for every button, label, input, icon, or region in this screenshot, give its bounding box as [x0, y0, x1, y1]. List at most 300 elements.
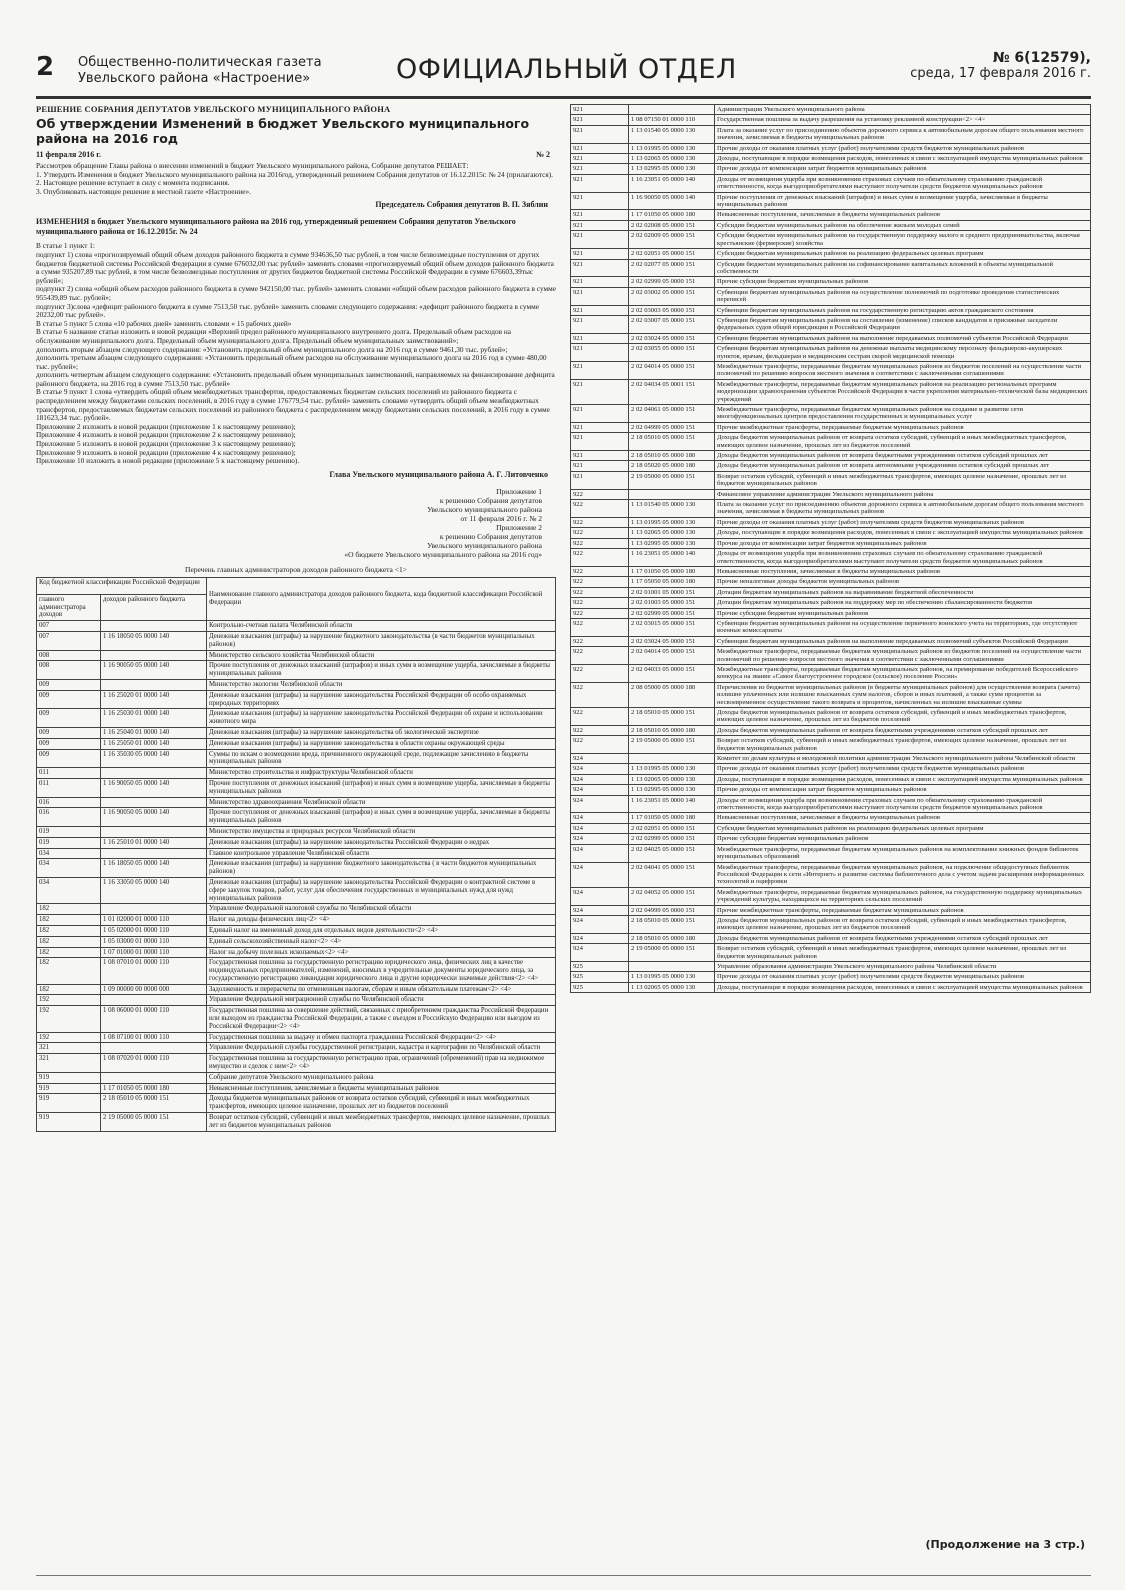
income-code-cell: 1 08 07020 01 0000 110: [101, 1054, 207, 1073]
description-cell: Министерство сельского хозяйства Челябинской области: [207, 650, 556, 661]
description-cell: Субвенции бюджетам муниципальных районов на денежные выплаты медицинскому персоналу фельдшерско-акушерских пунктов, врачам, фельдшерам и медицинским сестрам скорой медицинской помощи: [715, 344, 1091, 362]
changes-text: [36, 242, 556, 465]
description-cell: Прочие поступления от денежных взысканий (штрафов) и иных сумм в возмещение ущерба, зачисляемые в бюджеты муниципальных районов: [207, 778, 556, 797]
decision-date-row: [36, 150, 556, 162]
description-cell: Прочие доходы от оказания платных услуг (работ) получателями средств бюджетов муниципальных районов: [715, 143, 1091, 153]
income-code-cell: 2 02 03002 05 0000 151: [629, 287, 715, 305]
table-row: [571, 972, 1091, 982]
income-code-cell: 2 18 05010 05 0000 151: [629, 915, 715, 933]
table-row: [37, 621, 556, 632]
description-cell: Денежные взыскания (штрафы) за нарушение законодательства об экологической экспертизе: [207, 727, 556, 738]
admin-code-cell: 921: [571, 259, 629, 277]
description-cell: Плата за оказание услуг по присоединению объектов дорожного сервиса к автомобильным дорогам общего пользования местного значения, зачисляемая в бюджеты муниципальных районов: [715, 125, 1091, 143]
administrators-list-title: Перечень главных администраторов доходов районного бюджета <1>: [185, 564, 407, 574]
income-code-cell: 2 02 04025 05 0000 151: [629, 844, 715, 862]
changes-line: В статье 9 пункт 1 слова «утвердить общий объем межбюджетных трансфертов, предоставляемых бюджетам сельских поселений из районного бюджета с распределением между бюджетами сельских поселений, в 2016 году в сумме 176779,54 тыс. рублей» заменить словами «утвердить общий объем межбюджетных трансфертов, предоставляемых бюджетам сельских поселений из районного бюджета с распределением между бюджетами сельских поселений, в 2016 году в сумме 181623,34 тыс. рублей».: [36, 387, 550, 423]
income-code-cell: [101, 621, 207, 632]
income-code-cell: 2 02 02999 05 0000 151: [629, 834, 715, 844]
description-cell: Министерство здравоохранения Челябинской области: [207, 797, 556, 808]
income-code-cell: [629, 754, 715, 764]
admin-code-cell: 924: [571, 795, 629, 813]
table-row: [37, 904, 556, 915]
admin-code-cell: 919: [37, 1094, 101, 1113]
income-code-cell: 1 13 01995 05 0000 130: [629, 764, 715, 774]
continued-note: (Продолжение на 3 стр.): [925, 1538, 1085, 1551]
income-code-cell: [101, 904, 207, 915]
admin-code-cell: 182: [37, 925, 101, 936]
admin-code-cell: 924: [571, 944, 629, 962]
description-cell: Прочие поступления от денежных взысканий (штрафов) и иных сумм в возмещение ущерба, зачисляемые в бюджеты муниципальных районов: [207, 661, 556, 680]
table-row: [571, 708, 1091, 726]
decision-header: РЕШЕНИЕ СОБРАНИЯ ДЕПУТАТОВ УВЕЛЬСКОГО МУНИЦИПАЛЬНОГО РАЙОНА: [36, 104, 391, 114]
table-row: [37, 1006, 556, 1032]
description-cell: Государственная пошлина за государственную регистрацию прав, ограничений (обременений) прав на недвижимое имущество и сделок с ним<2> <4>: [207, 1054, 556, 1073]
description-cell: Межбюджетные трансферты, передаваемые бюджетам муниципальных районов из бюджетов поселений на осуществление части полномочий по решению вопросов местного значения в соответствии с заключенными соглашениями: [715, 361, 1091, 379]
description-cell: Доходы, поступающие в порядке возмещения расходов, понесенных в связи с эксплуатацией имущества муниципальных районов: [715, 982, 1091, 992]
income-code-cell: 1 16 90050 05 0000 140: [101, 808, 207, 827]
description-cell: Субсидии бюджетам муниципальных районов на государственную поддержку малого и среднего предпринимательства, включая крестьянские (фермерские) хозяйства: [715, 231, 1091, 249]
admin-code-cell: 182: [37, 947, 101, 958]
table-row: [571, 636, 1091, 646]
description-cell: Плата за оказание услуг по присоединению объектов дорожного сервиса к автомобильным дорогам общего пользования местного значения, зачисляемая в бюджеты муниципальных районов: [715, 500, 1091, 518]
table-row: [571, 125, 1091, 143]
admin-code-cell: 924: [571, 754, 629, 764]
description-cell: Управление Федеральной налоговой службы по Челябинской области: [207, 904, 556, 915]
table-row: [571, 725, 1091, 735]
income-code-cell: 1 13 02995 05 0000 130: [629, 538, 715, 548]
income-code-cell: 1 08 06000 01 0000 110: [101, 1006, 207, 1032]
admin-code-cell: 921: [571, 405, 629, 423]
admin-code-cell: 182: [37, 936, 101, 947]
changes-line: Приложение 2 изложить в новой редакции (приложение 1 к настоящему решению);: [36, 421, 296, 431]
admin-code-cell: 922: [571, 708, 629, 726]
description-cell: Дотации бюджетам муниципальных районов на поддержку мер по обеспечению сбалансированности бюджетов: [715, 598, 1091, 608]
income-code-cell: 2 02 04061 05 0000 151: [629, 405, 715, 423]
table-row: [37, 995, 556, 1006]
table-row: [37, 738, 556, 749]
table-row: [571, 834, 1091, 844]
admin-code-cell: 034: [37, 848, 101, 859]
table-row: [571, 451, 1091, 461]
issue-number: № 6(12579),: [992, 50, 1091, 66]
income-code-cell: [101, 768, 207, 779]
income-code-cell: 1 08 07100 01 0000 110: [101, 1032, 207, 1043]
changes-line: Приложение 10 изложить в новой редакции (приложение 5 к настоящему решению).: [36, 456, 300, 466]
table-row: [571, 598, 1091, 608]
description-cell: Денежные взыскания (штрафы) за нарушение законодательства в области охраны окружающей среды: [207, 738, 556, 749]
admin-code-cell: 921: [571, 143, 629, 153]
income-code-cell: 1 13 01540 05 0000 130: [629, 125, 715, 143]
changes-line: дополнить четвертым абзацем следующего содержания: «Установить предельный объем муниципальных заимствований, направляемых на финансирование дефицита районного бюджета, на 2016 год в сумме 7513,50 тыс. рублей»: [36, 370, 555, 388]
description-cell: Денежные взыскания (штрафы) за нарушение законодательства Российской Федерации о контрактной системе в сфере закупок товаров, работ, услуг для обеспечения государственных и муниципальных нужд для нужд муниципальных районов: [207, 877, 556, 903]
admin-code-cell: 009: [37, 738, 101, 749]
admin-code-cell: 921: [571, 192, 629, 210]
masthead-rule: [36, 96, 1091, 99]
description-cell: Невыясненные поступления, зачисляемые в бюджеты муниципальных районов: [207, 1083, 556, 1094]
description-cell: Денежные взыскания (штрафы) за нарушение бюджетного законодательства ( в части бюджетов муниципальных районов): [207, 859, 556, 878]
description-cell: Управление образования администрации Увельского муниципального района Челябинской области: [715, 961, 1091, 971]
income-code-cell: 1 05 02000 01 0000 110: [101, 925, 207, 936]
description-cell: Прочие межбюджетные трансферты, передаваемые бюджетам муниципальных районов: [715, 422, 1091, 432]
admin-code-cell: 921: [571, 164, 629, 174]
table-row: [37, 768, 556, 779]
table-row: [571, 277, 1091, 287]
admin-code-cell: 921: [571, 125, 629, 143]
description-cell: Возврат остатков субсидий, субвенций и иных межбюджетных трансфертов, имеющих целевое назначение, прошлых лет из бюджетов муниципальных районов: [715, 944, 1091, 962]
admin-code-cell: 922: [571, 682, 629, 707]
income-code-cell: 1 16 25030 01 0000 140: [101, 709, 207, 728]
description-cell: Доходы бюджетов муниципальных районов от возврата остатков субсидий, субвенций и иных межбюджетных трансфертов, имеющих целевое назначение, прошлых лет из бюджетов поселений: [715, 915, 1091, 933]
table-row: [571, 259, 1091, 277]
description-cell: Доходы бюджетов муниципальных районов от возврата остатков субсидий, субвенций и иных межбюджетных трансфертов, имеющих целевое назначение, прошлых лет из бюджетов поселений: [715, 708, 1091, 726]
admin-code-cell: 925: [571, 961, 629, 971]
admin-code-cell: 921: [571, 277, 629, 287]
income-code-cell: 2 19 05000 05 0000 151: [101, 1113, 207, 1132]
admin-code-cell: 921: [571, 461, 629, 471]
annex-line: от 11 февраля 2016 г. № 2: [460, 513, 542, 523]
income-code-cell: 2 19 05000 05 0000 151: [629, 944, 715, 962]
decision-item-1: 1. Утвердить Изменения в бюджет Увельского муниципального района на 2016год, утвержденный решением Собрания депутатов от 16.12.2015г. № 24 (прилагаются).: [36, 169, 553, 179]
income-code-cell: 1 16 18050 05 0000 140: [101, 859, 207, 878]
admin-code-cell: 009: [37, 679, 101, 690]
chair-signature: Председатель Собрания депутатов В. П. Зяблин: [375, 200, 548, 210]
income-code-header: доходов районного бюджета: [101, 594, 207, 620]
table-row: [37, 1113, 556, 1132]
admin-code-cell: 182: [37, 915, 101, 926]
bottom-rule: [36, 1575, 1091, 1576]
admin-code-cell: 924: [571, 844, 629, 862]
table-row: [571, 844, 1091, 862]
admin-code-cell: 924: [571, 764, 629, 774]
admin-code-cell: 921: [571, 361, 629, 379]
admin-code-cell: 922: [571, 647, 629, 665]
admin-code-cell: 921: [571, 315, 629, 333]
changes-title: ИЗМЕНЕНИЯ в бюджет Увельского муниципального района на 2016 год, утвержденный решением Собрания депутатов Увельского муниципального района от 16.12.2015г. № 24: [36, 217, 516, 236]
income-code-cell: [101, 679, 207, 690]
table-row: [571, 587, 1091, 597]
admin-code-cell: 008: [37, 661, 101, 680]
table-row: [571, 682, 1091, 707]
table-row: [571, 933, 1091, 943]
description-cell: Возврат остатков субсидий, субвенций и иных межбюджетных трансфертов, имеющих целевое назначение, прошлых лет из бюджетов муниципальных районов: [715, 736, 1091, 754]
description-cell: Межбюджетные трансферты, передаваемые бюджетам муниципальных районов, на премирование победителей Всероссийского конкурса на звание «Самое благоустроенное городское (сельское) поселение России»: [715, 664, 1091, 682]
description-cell: Прочие доходы от компенсации затрат бюджетов муниципальных районов: [715, 164, 1091, 174]
table-row: [571, 608, 1091, 618]
changes-line: Приложение 9 изложить в новой редакции (приложение 4 к настоящему решению);: [36, 447, 296, 457]
description-cell: Дотации бюджетам муниципальных районов на выравнивание бюджетной обеспеченности: [715, 587, 1091, 597]
admin-code-cell: 921: [571, 220, 629, 230]
income-code-cell: 1 17 01050 05 0000 180: [629, 566, 715, 576]
income-code-cell: 1 16 18050 05 0000 140: [101, 632, 207, 651]
admin-code-cell: 925: [571, 982, 629, 992]
admin-code-cell: 016: [37, 797, 101, 808]
page-number: 2: [36, 52, 55, 82]
table-row: [571, 915, 1091, 933]
income-code-cell: 1 16 35030 05 0000 140: [101, 749, 207, 768]
description-cell: Налог на добычу полезных ископаемых<2> <4>: [207, 947, 556, 958]
income-code-cell: 2 02 04999 05 0000 151: [629, 905, 715, 915]
income-code-cell: [629, 489, 715, 499]
table-row: [37, 936, 556, 947]
table-row: [571, 774, 1091, 784]
admin-code-cell: 921: [571, 433, 629, 451]
description-cell: Прочие субсидии бюджетам муниципальных районов: [715, 834, 1091, 844]
table-row: [37, 749, 556, 768]
income-code-cell: 2 18 05010 05 0000 180: [629, 451, 715, 461]
table-row: [37, 947, 556, 958]
annex-line: Приложение 1: [496, 486, 542, 496]
description-cell: Прочие доходы от компенсации затрат бюджетов муниципальных районов: [715, 785, 1091, 795]
description-cell: Доходы бюджетов муниципальных районов от возврата бюджетными учреждениями остатков субсидий прошлых лет: [715, 451, 1091, 461]
income-code-cell: 2 18 05010 05 0000 180: [629, 725, 715, 735]
income-code-cell: 1 16 23051 05 0000 140: [629, 174, 715, 192]
admin-code-cell: 922: [571, 725, 629, 735]
description-cell: Доходы бюджетов муниципальных районов от возврата бюджетными учреждениями остатков субсидий прошлых лет: [715, 933, 1091, 943]
description-cell: Субвенции бюджетам муниципальных районов на выполнение передаваемых полномочий субъектов Российской Федерации: [715, 636, 1091, 646]
income-code-cell: 2 19 05000 05 0000 151: [629, 471, 715, 489]
table-row: [571, 471, 1091, 489]
table-row: [37, 650, 556, 661]
table-row: [37, 1072, 556, 1083]
description-cell: Межбюджетные трансферты, передаваемые бюджетам муниципальных районов на реализацию региональных программ модернизации здравоохранения субъектов Российской Федерации в части укрепления материально-технической базы медицинских учреждений: [715, 379, 1091, 404]
table-row: [571, 944, 1091, 962]
description-cell: Контрольно-счетная палата Челябинской области: [207, 621, 556, 632]
income-code-cell: [101, 826, 207, 837]
description-cell: Денежные взыскания (штрафы) за нарушение бюджетного законодательства (в части бюджетов муниципальных районов): [207, 632, 556, 651]
income-code-cell: 2 02 03055 05 0000 151: [629, 344, 715, 362]
description-cell: Межбюджетные трансферты, передаваемые бюджетам муниципальных районов на создание и развитие сети многофункциональных центров предоставления государственных и муниципальных услуг: [715, 405, 1091, 423]
income-code-cell: 2 02 02009 05 0000 151: [629, 231, 715, 249]
income-code-cell: 2 02 01003 05 0000 151: [629, 598, 715, 608]
description-cell: Прочие межбюджетные трансферты, передаваемые бюджетам муниципальных районов: [715, 905, 1091, 915]
description-cell: Прочие неналоговые доходы бюджетов муниципальных районов: [715, 577, 1091, 587]
income-code-cell: [629, 961, 715, 971]
income-code-cell: 2 18 05010 05 0000 151: [629, 433, 715, 451]
description-cell: Субвенции бюджетам муниципальных районов на выполнение передаваемых полномочий субъектов Российской Федерации: [715, 333, 1091, 343]
changes-line: В статье 5 пункт 5 слова «10 рабочих дней» заменить словами « 15 рабочих дней»: [36, 318, 292, 328]
table-row: [571, 764, 1091, 774]
description-cell: Управление Федеральной миграционной службы по Челябинской области: [207, 995, 556, 1006]
table-row: [571, 887, 1091, 905]
admin-code-cell: 011: [37, 768, 101, 779]
description-cell: Возврат остатков субсидий, субвенций и иных межбюджетных трансфертов, имеющих целевое назначение, прошлых лет из бюджетов муниципальных районов: [715, 471, 1091, 489]
description-cell: Межбюджетные трансферты, передаваемые бюджетам муниципальных районов, на подключение общедоступных библиотек Российской Федерации к сети «Интернет» и развитие системы библиотечного дела с учетом задачи расширения информационных технологий и оцифровки: [715, 862, 1091, 887]
table-row: [37, 915, 556, 926]
description-cell: Прочие доходы от оказания платных услуг (работ) получателями средств бюджетов муниципальных районов: [715, 517, 1091, 527]
income-code-cell: 1 16 25010 01 0000 140: [101, 837, 207, 848]
admin-code-cell: 192: [37, 1006, 101, 1032]
admin-code-cell: 924: [571, 813, 629, 823]
decision-date: 11 февраля 2016 г.: [36, 150, 102, 159]
admin-code-cell: 192: [37, 1032, 101, 1043]
table-row: [37, 632, 556, 651]
description-cell: Доходы, поступающие в порядке возмещения расходов, понесенных в связи с эксплуатацией имущества муниципальных районов: [715, 774, 1091, 784]
administrators-table-left: [36, 577, 556, 1132]
income-code-cell: 1 16 90050 05 0000 140: [101, 778, 207, 797]
admin-code-cell: 192: [37, 995, 101, 1006]
income-code-cell: 1 13 02065 05 0000 130: [629, 982, 715, 992]
description-cell: Денежные взыскания (штрафы) за нарушение законодательства Российской Федерации об особо охраняемых природных территориях: [207, 690, 556, 709]
income-code-cell: 1 17 01050 05 0000 180: [629, 210, 715, 220]
description-cell: Государственная пошлина за выдачу и обмен паспорта гражданина Российской Федерации<2> <4>: [207, 1032, 556, 1043]
table-row: [571, 405, 1091, 423]
admin-code-cell: 921: [571, 249, 629, 259]
income-code-cell: 2 02 01001 05 0000 151: [629, 587, 715, 597]
income-code-cell: 2 02 02051 05 0000 151: [629, 823, 715, 833]
table-row: [571, 154, 1091, 164]
income-code-cell: 1 16 90050 05 0000 140: [101, 661, 207, 680]
income-code-cell: 1 13 01540 05 0000 130: [629, 500, 715, 518]
table-row: [571, 982, 1091, 992]
income-code-cell: 1 17 01050 05 0000 180: [101, 1083, 207, 1094]
annex-line: к решению Собрания депутатов: [439, 531, 542, 541]
table-row: [571, 210, 1091, 220]
table-row: [37, 797, 556, 808]
income-code-cell: 1 09 00000 00 0000 000: [101, 984, 207, 995]
table-row: [37, 826, 556, 837]
newspaper-name-line2: Увельского района «Настроение»: [78, 71, 311, 86]
admin-code-cell: 921: [571, 471, 629, 489]
description-cell: Задолженность и перерасчеты по отмененным налогам, сборам и иным обязательным платежам<2> <4>: [207, 984, 556, 995]
admin-code-cell: 011: [37, 778, 101, 797]
table-row: [37, 1094, 556, 1113]
issue-date: среда, 17 февраля 2016 г.: [910, 66, 1091, 81]
table-row: [571, 823, 1091, 833]
description-cell: Прочие поступления от денежных взысканий (штрафов) и иных сумм в возмещение ущерба, зачисляемые в бюджеты муниципальных районов: [715, 192, 1091, 210]
table-row: [37, 958, 556, 984]
admin-code-cell: 921: [571, 174, 629, 192]
income-code-cell: 1 17 05050 05 0000 180: [629, 577, 715, 587]
table-row: [571, 566, 1091, 576]
description-cell: Субсидии бюджетам муниципальных районов на обеспечение жильем молодых семей: [715, 220, 1091, 230]
income-code-cell: [101, 797, 207, 808]
changes-line: дополнить вторым абзацем следующего содержания: «Установить предельный объем муниципального долга на 2016 год в сумме 9461,30 тыс. рублей»;: [36, 344, 508, 354]
admin-code-cell: 034: [37, 859, 101, 878]
income-code-cell: 2 02 03003 05 0000 151: [629, 305, 715, 315]
income-code-cell: 2 08 05000 05 0000 180: [629, 682, 715, 707]
masthead: [36, 50, 1091, 92]
admin-code-cell: 924: [571, 915, 629, 933]
table-row: [571, 528, 1091, 538]
income-code-cell: [101, 995, 207, 1006]
admin-code-cell: 922: [571, 736, 629, 754]
income-code-cell: 2 19 05000 05 0000 151: [629, 736, 715, 754]
table-row: [571, 379, 1091, 404]
annex-line: Увельского муниципального района: [427, 504, 542, 514]
admin-code-cell: 922: [571, 618, 629, 636]
description-cell: Доходы от возмещения ущерба при возникновении страховых случаев по обязательному страхованию гражданской ответственности, когда выгодоприобретателями выступают получатели средств бюджетов муниципальных районов: [715, 174, 1091, 192]
table-row: [37, 709, 556, 728]
income-code-cell: 1 07 01000 01 0000 110: [101, 947, 207, 958]
description-cell: Доходы бюджетов муниципальных районов от возврата автономными учреждениями остатков субсидий прошлых лет: [715, 461, 1091, 471]
left-column: [36, 104, 556, 1132]
income-code-cell: 1 16 23051 05 0000 140: [629, 795, 715, 813]
description-cell: Субвенции бюджетам муниципальных районов на государственную регистрацию актов гражданского состояния: [715, 305, 1091, 315]
table-row: [571, 538, 1091, 548]
changes-line: Приложение 5 изложить в новой редакции (приложение 3 к настоящему решению);: [36, 439, 296, 449]
description-cell: Комитет по делам культуры и молодежной политики администрации Увельского муниципального района Челябинской области: [715, 754, 1091, 764]
admin-code-cell: 921: [571, 305, 629, 315]
changes-line: подпункт 3)слова «дефицит районного бюджета в сумме 7513,50 тыс. рублей» заменить словами следующего содержания: «дефицит районного бюджета в сумме 20232,00 тыс рублей».: [36, 301, 539, 320]
description-cell: Перечисления из бюджетов муниципальных районов (в бюджеты муниципальных районов) для осуществления возврата (зачета) излишне уплаченных или излишне взысканных сумм налогов, сборов и иных платежей, а также сумм процентов за несвоевременное осуществление такого возврата и процентов, начисленных на излишне взысканные суммы: [715, 682, 1091, 707]
admin-code-cell: 922: [571, 598, 629, 608]
code-group-header: Код бюджетной классификации Российской Федерации: [37, 577, 207, 594]
annex-line: «О бюджете Увельского муниципального района на 2016 год»: [344, 549, 542, 559]
issue-info: [910, 50, 1091, 81]
income-code-cell: 2 02 04034 05 0001 151: [629, 379, 715, 404]
table-row: [571, 647, 1091, 665]
admin-code-cell: 922: [571, 528, 629, 538]
description-cell: Государственная пошлина за совершение действий, связанных с приобретением гражданства Российской Федерации или выходом из гражданства Российской Федерации, а также с въездом в Российскую Федерацию или выездом из Российской Федерации<2> <4>: [207, 1006, 556, 1032]
income-code-cell: 2 02 04033 05 0000 151: [629, 664, 715, 682]
admin-code-cell: 321: [37, 1054, 101, 1073]
decision-item-3: 3. Опубликовать настоящее решение в местной газете «Настроение».: [36, 186, 251, 196]
income-code-cell: 2 02 04999 05 0000 151: [629, 422, 715, 432]
admin-code-cell: 016: [37, 808, 101, 827]
newspaper-name-line1: Общественно-политическая газета: [78, 55, 322, 70]
description-cell: Прочие субсидии бюджетам муниципальных районов: [715, 277, 1091, 287]
description-cell: Межбюджетные трансферты, передаваемые бюджетам муниципальных районов на комплектование книжных фондов библиотек муниципальных образований: [715, 844, 1091, 862]
description-cell: Прочие субсидии бюджетам муниципальных районов: [715, 608, 1091, 618]
income-code-cell: 2 18 05020 05 0000 180: [629, 461, 715, 471]
income-code-cell: 2 02 03024 05 0000 151: [629, 333, 715, 343]
admin-code-cell: 924: [571, 905, 629, 915]
head-signature: Глава Увельского муниципального района А. Г. Литовченко: [329, 469, 548, 479]
admin-code-cell: 921: [571, 231, 629, 249]
table-row: [37, 808, 556, 827]
admin-code-cell: 922: [571, 538, 629, 548]
admin-code-cell: 182: [37, 904, 101, 915]
income-code-cell: 1 13 01995 05 0000 130: [629, 143, 715, 153]
admin-code-cell: 924: [571, 887, 629, 905]
description-cell: Управление Федеральной службы государственной регистрации, кадастра и картографии по Челябинской области: [207, 1043, 556, 1054]
admin-code-cell: 919: [37, 1072, 101, 1083]
table-row: [571, 905, 1091, 915]
annex-line: Приложение 2: [496, 522, 542, 532]
table-row: [571, 105, 1091, 115]
description-cell: Доходы, поступающие в порядке возмещения расходов, понесенных в связи с эксплуатацией имущества муниципальных районов: [715, 528, 1091, 538]
description-cell: Межбюджетные трансферты, передаваемые бюджетам муниципальных районов из бюджетов поселений на осуществление части полномочий по решению вопросов местного значения в соответствии с заключенными соглашениями: [715, 647, 1091, 665]
description-cell: Невыясненные поступления, зачисляемые в бюджеты муниципальных районов: [715, 566, 1091, 576]
income-code-cell: 1 13 02065 05 0000 130: [629, 528, 715, 538]
table-row: [571, 961, 1091, 971]
income-code-cell: 1 16 25040 01 0000 140: [101, 727, 207, 738]
income-code-cell: [629, 105, 715, 115]
changes-line: В статье 1 пункт 1:: [36, 241, 95, 251]
table-row: [37, 848, 556, 859]
table-row: [37, 984, 556, 995]
income-code-cell: 2 02 02999 05 0000 151: [629, 277, 715, 287]
table-row: [37, 661, 556, 680]
description-cell: Главное контрольное управление Челябинской области: [207, 848, 556, 859]
section-title: ОФИЦИАЛЬНЫЙ ОТДЕЛ: [396, 54, 737, 85]
description-cell: Денежные взыскания (штрафы) за нарушение законодательства Российской Федерации об охране и использовании животного мира: [207, 709, 556, 728]
table-row: [37, 837, 556, 848]
income-code-cell: [101, 848, 207, 859]
table-row: [571, 115, 1091, 125]
table-row: [571, 361, 1091, 379]
description-cell: Денежные взыскания (штрафы) за нарушение законодательства Российской Федерации о недрах: [207, 837, 556, 848]
description-cell: Государственная пошлина за государственную регистрацию юридического лица, физических лиц в качестве индивидуальных предпринимателей, изменений, вносимых в учредительные документы юридического лица, за государственную регистрацию ликвидации юридического лица и другие юридически значимые действия<2> <4>: [207, 958, 556, 984]
admin-code-cell: 922: [571, 549, 629, 567]
description-cell: Субвенции бюджетам муниципальных районов на осуществление первичного воинского учета на территориях, где отсутствуют военные комиссариаты: [715, 618, 1091, 636]
admin-code-cell: 919: [37, 1113, 101, 1132]
annex-block: [36, 487, 542, 559]
description-cell: Доходы от возмещения ущерба при возникновении страховых случаев по обязательному страхованию гражданской ответственности, когда выгодоприобретателями выступают получатели средств бюджетов муниципальных районов: [715, 549, 1091, 567]
income-code-cell: 1 17 01050 05 0000 180: [629, 813, 715, 823]
admin-code-cell: 921: [571, 154, 629, 164]
description-cell: Невыясненные поступления, зачисляемые в бюджеты муниципальных районов: [715, 813, 1091, 823]
